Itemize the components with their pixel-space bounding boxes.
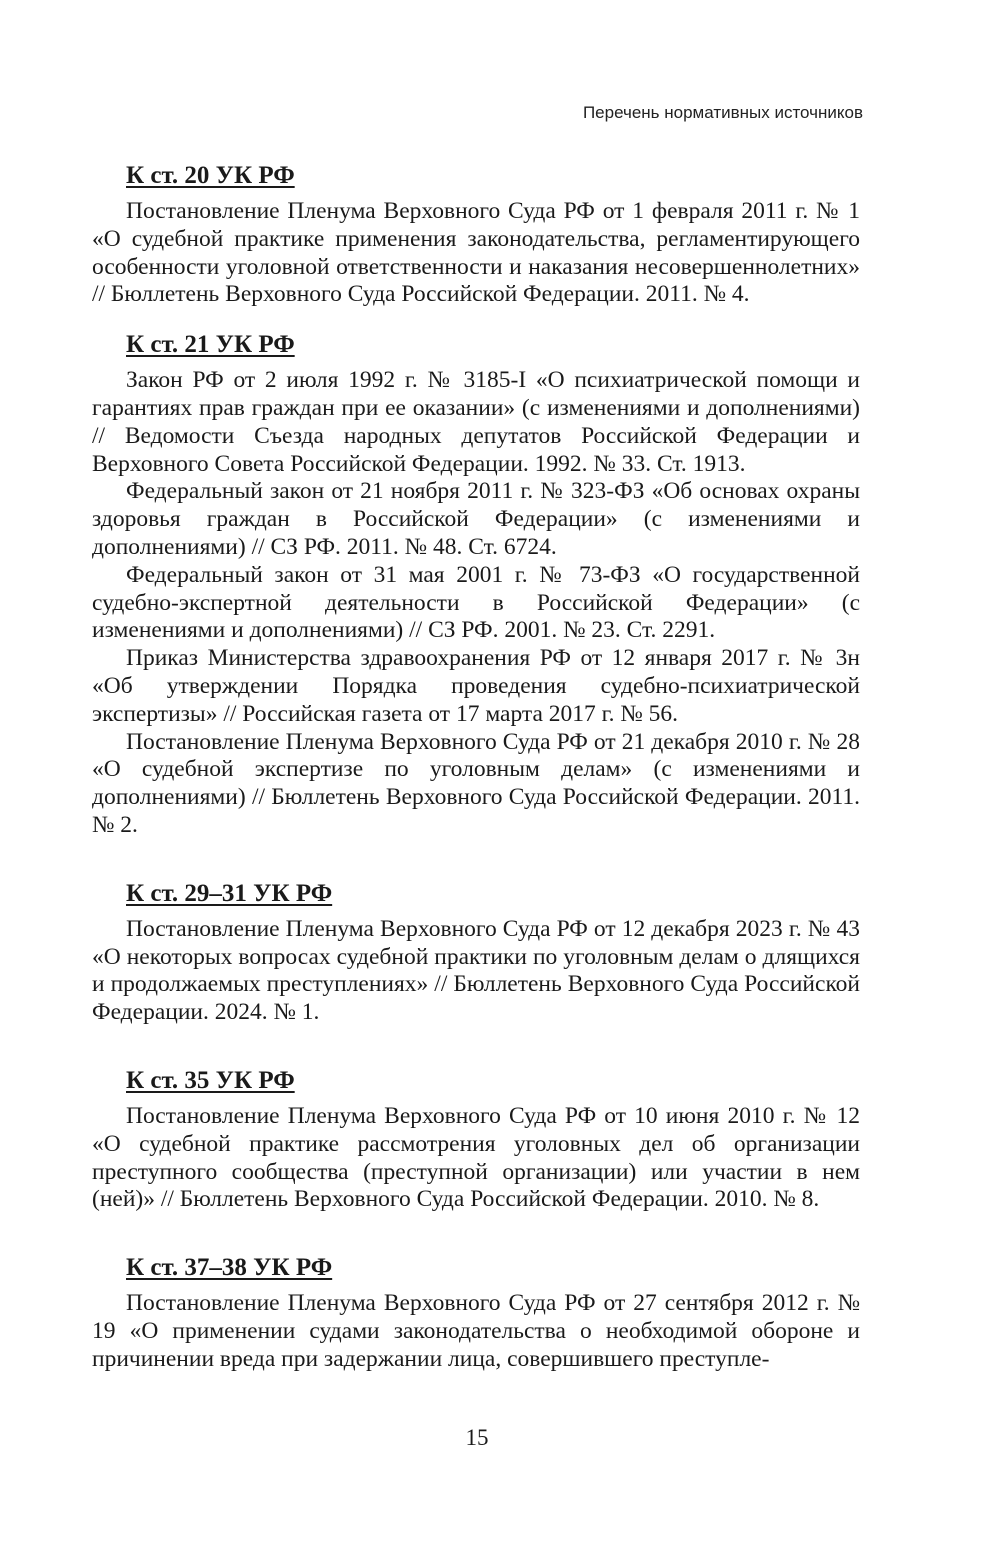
section-art-20 [92, 160, 860, 309]
section-heading: К ст. 29–31 УК РФ [126, 879, 333, 907]
source-entry: Закон РФ от 2 июля 1992 г. № 3185-I «О психиатрической помощи и гарантиях прав граждан при ее оказании» (с изменениями и дополнениями) // Ведомости Съезда народных депутатов Российской Федерации и Верховного Совета Российской Федерации. 1992. № 33. Ст. 1913. [92, 367, 860, 477]
source-entry: Федеральный закон от 21 ноября 2011 г. № 323-ФЗ «Об основах охраны здоровья граждан в Российской Федерации» (с изменениями и дополнениями) // СЗ РФ. 2011. № 48. Ст. 6724. [92, 478, 860, 560]
section-heading: К ст. 35 УК РФ [126, 1066, 295, 1094]
section-heading: К ст. 21 УК РФ [126, 331, 295, 359]
document-body [92, 160, 860, 1374]
section-heading: К ст. 37–38 УК РФ [126, 1254, 333, 1282]
section-art-37-38 [92, 1252, 860, 1373]
section-art-21 [92, 329, 860, 840]
source-entry: Постановление Пленума Верховного Суда РФ от 27 сентября 2012 г. № 19 «О применении судами законодательства о необходимой обороне и причинении вреда при задержании лица, совершившего преступле- [92, 1290, 860, 1372]
running-header: Перечень нормативных источников [582, 103, 863, 122]
source-entry: Постановление Пленума Верховного Суда РФ от 12 декабря 2023 г. № 43 «О некоторых вопросах судебной практики по уголовным делам о длящихся и продолжаемых преступлениях» // Бюллетень Верховного Суда Российской Федерации. 2024. № 1. [92, 915, 860, 1026]
source-entry: Приказ Министерства здравоохранения РФ от 12 января 2017 г. № 3н «Об утверждении Порядка проведения судебно-психиатрической экспертизы» // Российская газета от 17 марта 2017 г. № 56. [92, 645, 860, 727]
section-art-35 [92, 1065, 860, 1214]
page-number: 15 [465, 1425, 489, 1450]
source-entry: Постановление Пленума Верховного Суда РФ от 21 декабря 2010 г. № 28 «О судебной экспертизе по уголовным делам» (с изменениями и дополнениями) // Бюллетень Верховного Суда Российской Федерации. 2011. № 2. [92, 728, 860, 838]
source-entry: Постановление Пленума Верховного Суда РФ от 1 февраля 2011 г. № 1 «О судебной практике применения законодательства, регламентирующего особенности уголовной ответственности и наказания несовершеннолетних» // Бюллетень Верховного Суда Российской Федерации. 2011. № 4. [92, 198, 860, 308]
source-entry: Федеральный закон от 31 мая 2001 г. № 73-ФЗ «О государственной судебно-экспертной деятельности в Российской Федерации» (с изменениями и дополнениями) // СЗ РФ. 2001. № 23. Ст. 2291. [92, 561, 860, 644]
section-heading: К ст. 20 УК РФ [126, 162, 295, 189]
source-entry: Постановление Пленума Верховного Суда РФ от 10 июня 2010 г. № 12 «О судебной практике рассмотрения уголовных дел об организации преступного сообщества (преступной организации) или участии в нем (ней)» // Бюллетень Верховного Суда Российской Федерации. 2010. № 8. [92, 1102, 860, 1213]
section-art-29-31 [92, 878, 860, 1027]
